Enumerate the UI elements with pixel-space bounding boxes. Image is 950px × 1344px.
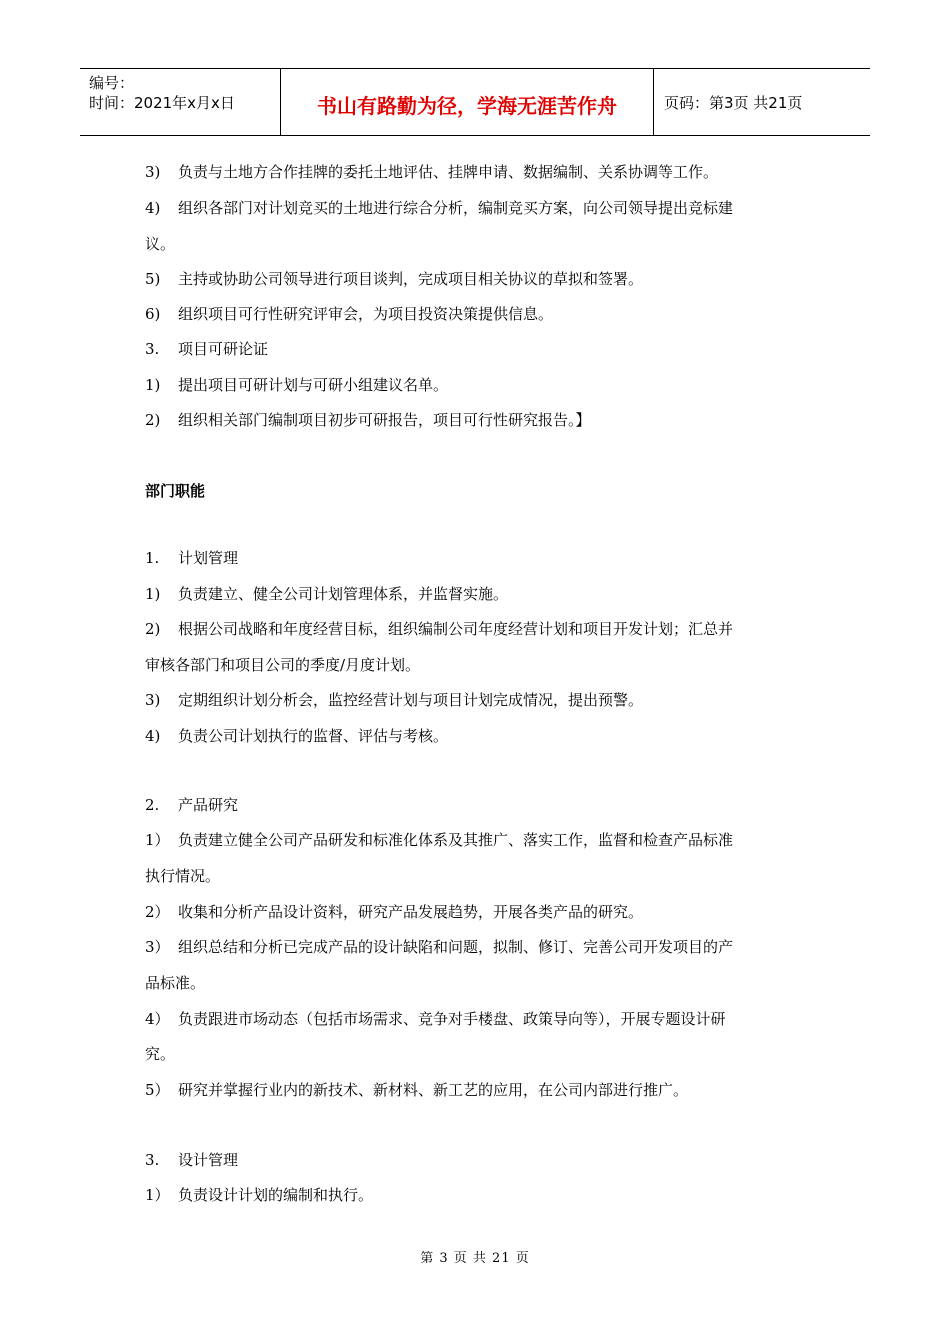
number-label: 编号： xyxy=(89,74,135,92)
list-item: 1） 负责建立健全公司产品研发和标准化体系及其推广、落实工作，监督和检查产品标准 xyxy=(145,831,734,849)
list-item: 5） 研究并掌握行业内的新技术、新材料、新工艺的应用，在公司内部进行推广。 xyxy=(145,1081,689,1099)
section-heading: 部门职能 xyxy=(145,482,206,500)
list-item-continuation: 究。 xyxy=(145,1045,176,1063)
list-item: 3） 组织总结和分析已完成产品的设计缺陷和问题，拟制、修订、完善公司开发项目的产 xyxy=(145,938,734,956)
page-header xyxy=(80,68,870,136)
list-item: 3) 定期组织计划分析会，监控经营计划与项目计划完成情况，提出预警。 xyxy=(145,691,644,709)
sub-section-title: 3. 设计管理 xyxy=(145,1151,239,1169)
list-item: 4) 负责公司计划执行的监督、评估与考核。 xyxy=(145,727,449,745)
header-motto: 书山有路勤为径，学海无涯苦作舟 xyxy=(281,69,654,135)
list-item: 2) 组织相关部门编制项目初步可研报告，项目可行性研究报告。】 xyxy=(145,411,591,429)
list-item: 3) 负责与土地方合作挂牌的委托土地评估、挂牌申请、数据编制、关系协调等工作。 xyxy=(145,163,719,181)
sub-section-title: 1. 计划管理 xyxy=(145,549,239,567)
list-item: 1) 提出项目可研计划与可研小组建议名单。 xyxy=(145,376,449,394)
time-label: 时间：2021年x月x日 xyxy=(89,94,235,112)
list-item: 2） 收集和分析产品设计资料，研究产品发展趋势，开展各类产品的研究。 xyxy=(145,903,644,921)
list-item: 5) 主持或协助公司领导进行项目谈判，完成项目相关协议的草拟和签署。 xyxy=(145,270,644,288)
header-page-code: 页码：第3页 共21页 xyxy=(664,93,803,112)
list-item: 2) 根据公司战略和年度经营目标，组织编制公司年度经营计划和项目开发计划；汇总并 xyxy=(145,620,734,638)
list-item-continuation: 品标准。 xyxy=(145,974,206,992)
list-item-continuation: 议。 xyxy=(145,235,176,253)
list-item: 1) 负责建立、健全公司计划管理体系，并监督实施。 xyxy=(145,585,509,603)
header-meta xyxy=(80,69,281,135)
list-item: 1） 负责设计计划的编制和执行。 xyxy=(145,1186,374,1204)
list-item: 4) 组织各部门对计划竞买的土地进行综合分析，编制竞买方案，向公司领导提出竞标建 xyxy=(145,199,734,217)
list-item-continuation: 执行情况。 xyxy=(145,867,221,885)
sub-section-title: 2. 产品研究 xyxy=(145,796,239,814)
sub-section-title: 3. 项目可研论证 xyxy=(145,340,269,358)
list-item: 6) 组织项目可行性研究评审会，为项目投资决策提供信息。 xyxy=(145,305,554,323)
list-item: 4） 负责跟进市场动态（包括市场需求、竞争对手楼盘、政策导向等），开展专题设计研 xyxy=(145,1010,726,1028)
page-footer: 第 3 页 共 21 页 xyxy=(420,1251,530,1266)
list-item-continuation: 审核各部门和项目公司的季度/月度计划。 xyxy=(145,656,421,674)
